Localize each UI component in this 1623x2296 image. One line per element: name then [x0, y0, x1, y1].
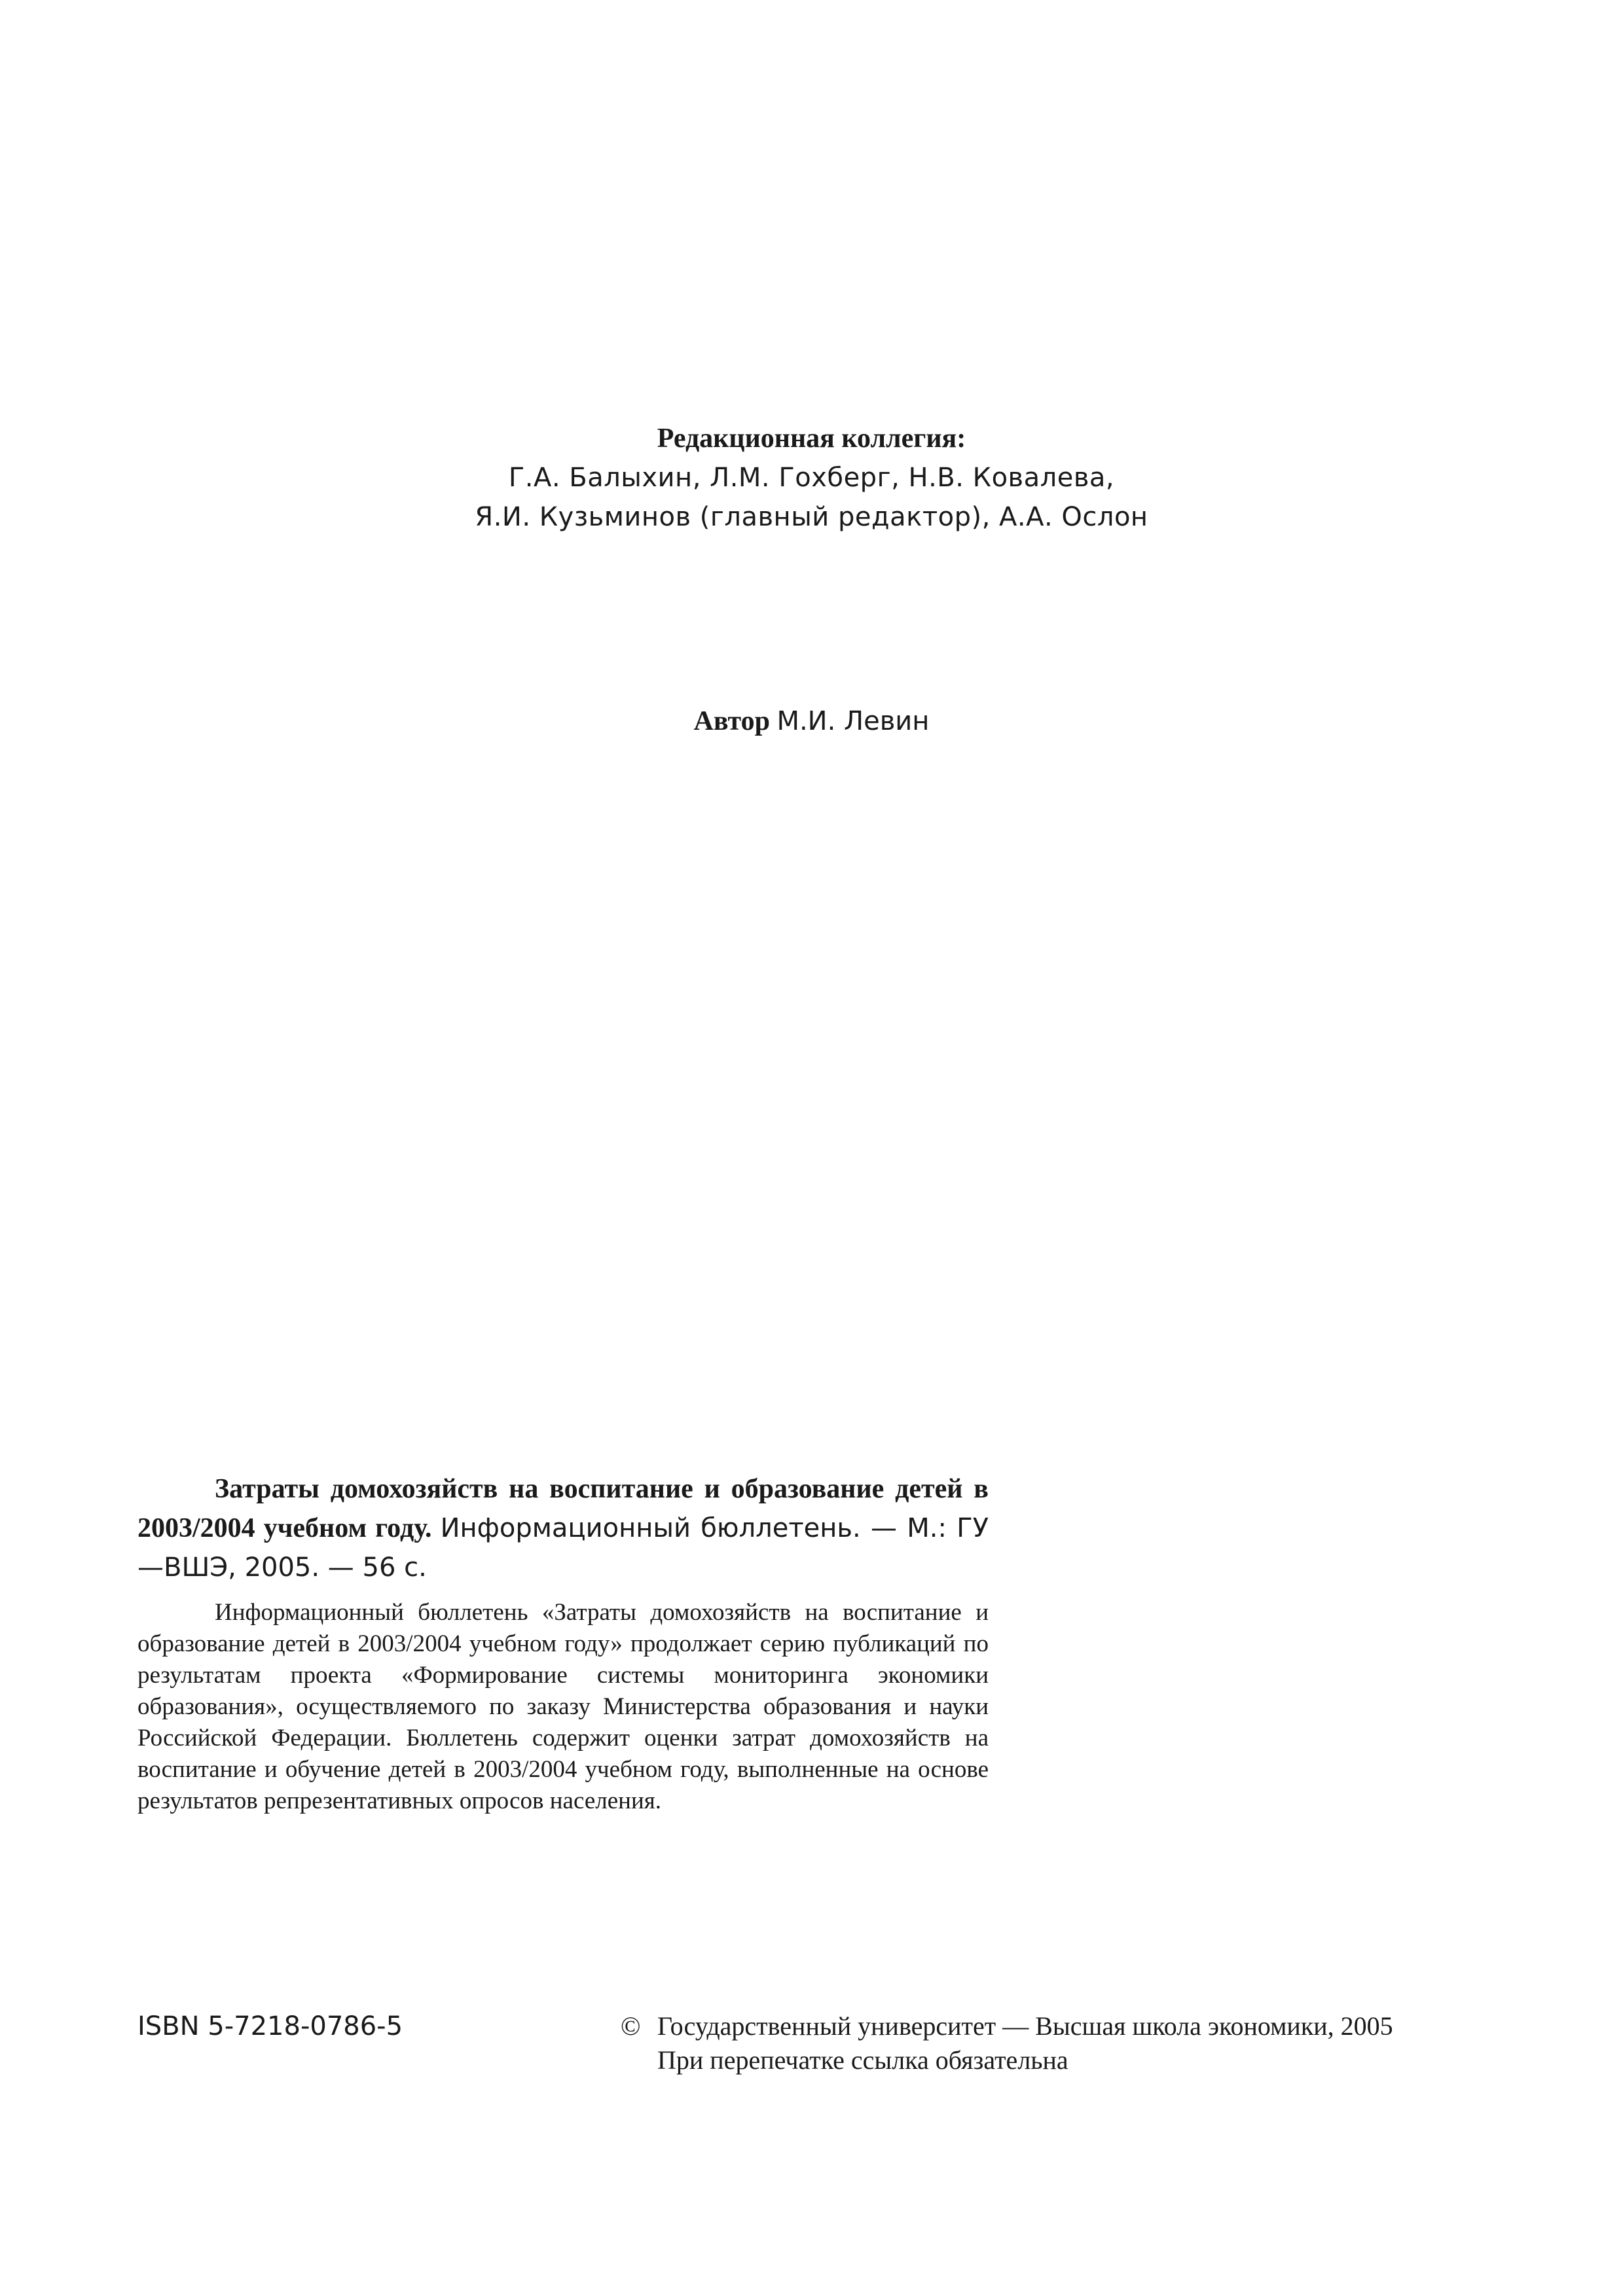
- isbn: ISBN 5-7218-0786-5: [137, 2011, 403, 2041]
- copyright-symbol: ©: [621, 2011, 641, 2041]
- reprint-notice: При перепечатке ссылка обязательна: [657, 2045, 1068, 2075]
- author-label: Автор: [693, 706, 770, 736]
- author-line: [0, 702, 1623, 741]
- abstract-paragraph: Информационный бюллетень «Затраты домохозяйств на воспитание и образование детей в 2003/2004 учебном году» продолжает серию публикаций по результатам проекта «Формирование системы мониторинга экономики образования», осуществляемого по заказу Министерства образования и науки Российской Федерации. Бюллетень содержит оценки затрат домохозяйств на воспитание и обучение детей в 2003/2004 учебном году, выполненные на основе результатов репрезентативных опросов населения.: [137, 1599, 989, 1814]
- editorial-board: [0, 419, 1623, 537]
- bibliographic-title: Затраты домохозяйств на воспитание и образование детей в 2003/2004 учебном году.: [137, 1474, 989, 1543]
- bibliographic-record: [137, 1469, 989, 1587]
- editorial-board-title: Редакционная коллегия:: [657, 423, 966, 454]
- editorial-board-members-line-1: Г.А. Балыхин, Л.М. Гохберг, Н.В. Ковалева,: [508, 463, 1115, 493]
- editorial-board-members-line-2: Я.И. Кузьминов (главный редактор), А.А. Ослон: [475, 502, 1148, 532]
- copyright-notice: [621, 2009, 1393, 2077]
- author-name: М.И. Левин: [776, 706, 930, 736]
- bibliographic-details: Информационный бюллетень. — М.: ГУ—ВШЭ, 2005. — 56 с.: [137, 1513, 989, 1583]
- copyright-holder: Государственный университет — Высшая школа экономики, 2005: [657, 2011, 1393, 2041]
